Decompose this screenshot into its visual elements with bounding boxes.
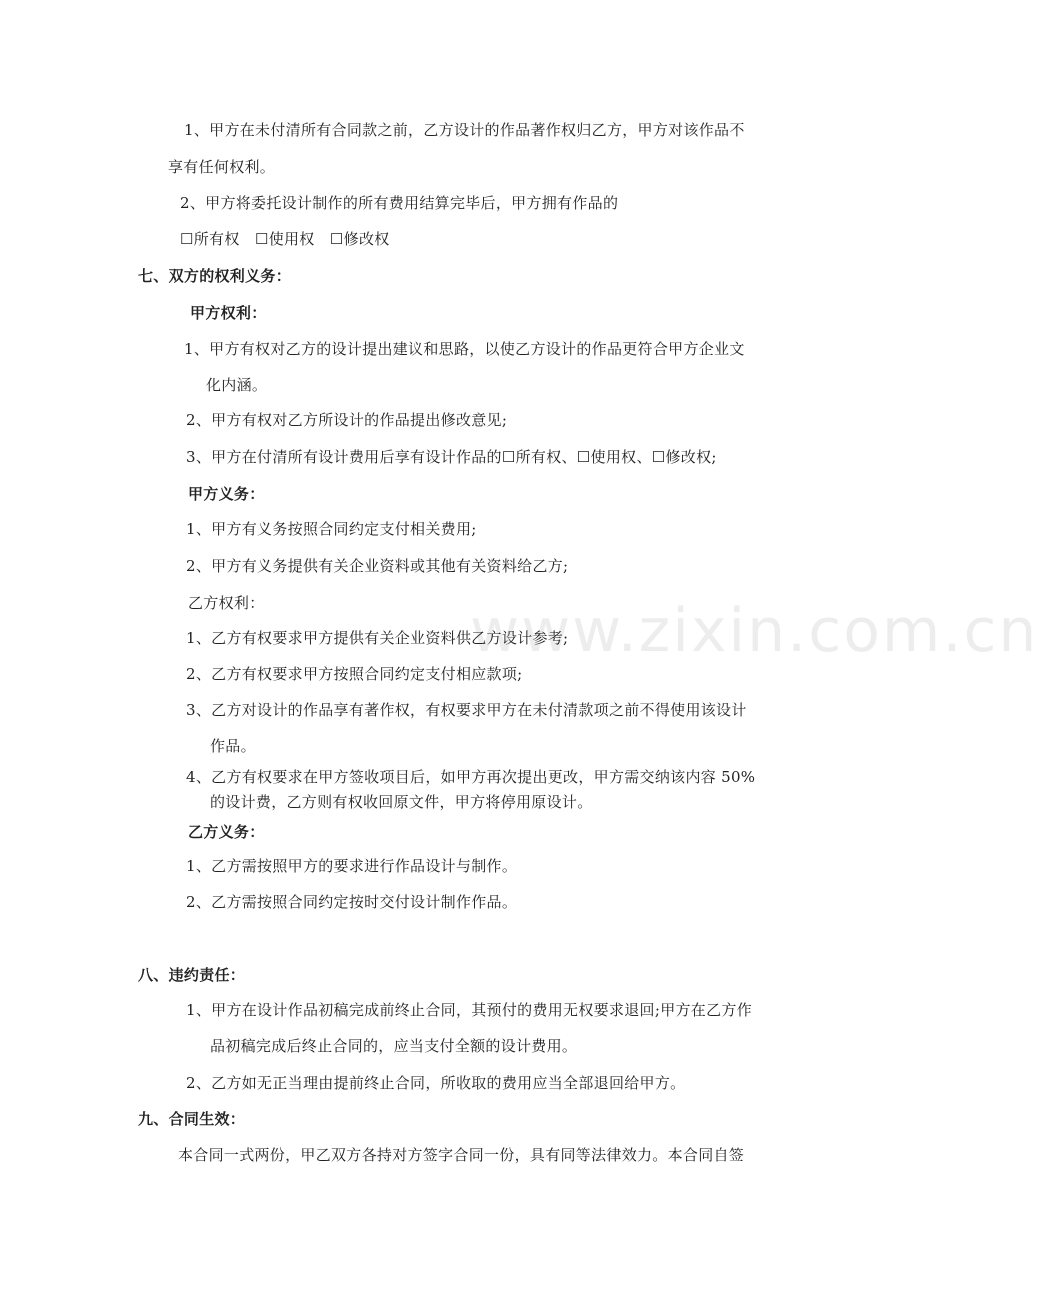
text-line: 1、甲方有权对乙方的设计提出建议和思路，以使乙方设计的作品更符合甲方企业文 <box>184 340 745 358</box>
text-line: 享有任何权利。 <box>168 158 276 176</box>
text-line: 作品。 <box>210 737 256 755</box>
text-line: 1、乙方需按照甲方的要求进行作品设计与制作。 <box>186 857 518 875</box>
text-line: 3、甲方在付清所有设计费用后享有设计作品的☐所有权、☐使用权、☐修改权; <box>186 448 717 466</box>
text-line: 1、甲方有义务按照合同约定支付相关费用; <box>186 520 477 538</box>
text-line: 1、甲方在设计作品初稿完成前终止合同，其预付的费用无权要求退回;甲方在乙方作 <box>186 1001 753 1019</box>
subsection-heading: 甲方义务： <box>188 485 265 503</box>
subsection-heading: 乙方权利： <box>188 594 265 612</box>
watermark: www.zixin.com.cn <box>470 596 1038 666</box>
subsection-heading: 乙方义务： <box>188 823 265 841</box>
checkbox-line: ☐所有权 ☐使用权 ☐修改权 <box>180 230 390 248</box>
section-heading: 九、合同生效： <box>138 1110 246 1128</box>
text-line: 品初稿完成后终止合同的，应当支付全额的设计费用。 <box>210 1037 578 1055</box>
section-heading: 七、双方的权利义务： <box>138 267 292 285</box>
text-line: 2、乙方有权要求甲方按照合同约定支付相应款项; <box>186 665 523 683</box>
text-line: 2、乙方需按照合同约定按时交付设计制作作品。 <box>186 893 518 911</box>
text-line: 1、甲方在未付清所有合同款之前，乙方设计的作品著作权归乙方，甲方对该作品不 <box>184 121 745 139</box>
text-line: 的设计费，乙方则有权收回原文件，甲方将停用原设计。 <box>210 793 593 811</box>
text-line: 3、乙方对设计的作品享有著作权，有权要求甲方在未付清款项之前不得使用该设计 <box>186 701 747 719</box>
subsection-heading: 甲方权利： <box>190 304 267 322</box>
text-line: 2、甲方有义务提供有关企业资料或其他有关资料给乙方; <box>186 557 569 575</box>
text-line: 2、乙方如无正当理由提前终止合同，所收取的费用应当全部退回给甲方。 <box>186 1074 686 1092</box>
text-line: 本合同一式两份，甲乙双方各持对方签字合同一份，具有同等法律效力。本合同自签 <box>178 1146 745 1164</box>
text-line: 2、甲方将委托设计制作的所有费用结算完毕后，甲方拥有作品的 <box>180 194 619 212</box>
text-line: 化内涵。 <box>206 376 268 394</box>
text-line: 1、乙方有权要求甲方提供有关企业资料供乙方设计参考; <box>186 629 569 647</box>
section-heading: 八、违约责任： <box>138 966 246 984</box>
text-line: 4、乙方有权要求在甲方签收项目后，如甲方再次提出更改，甲方需交纳该内容 50% <box>186 768 756 786</box>
text-line: 2、甲方有权对乙方所设计的作品提出修改意见; <box>186 411 508 429</box>
